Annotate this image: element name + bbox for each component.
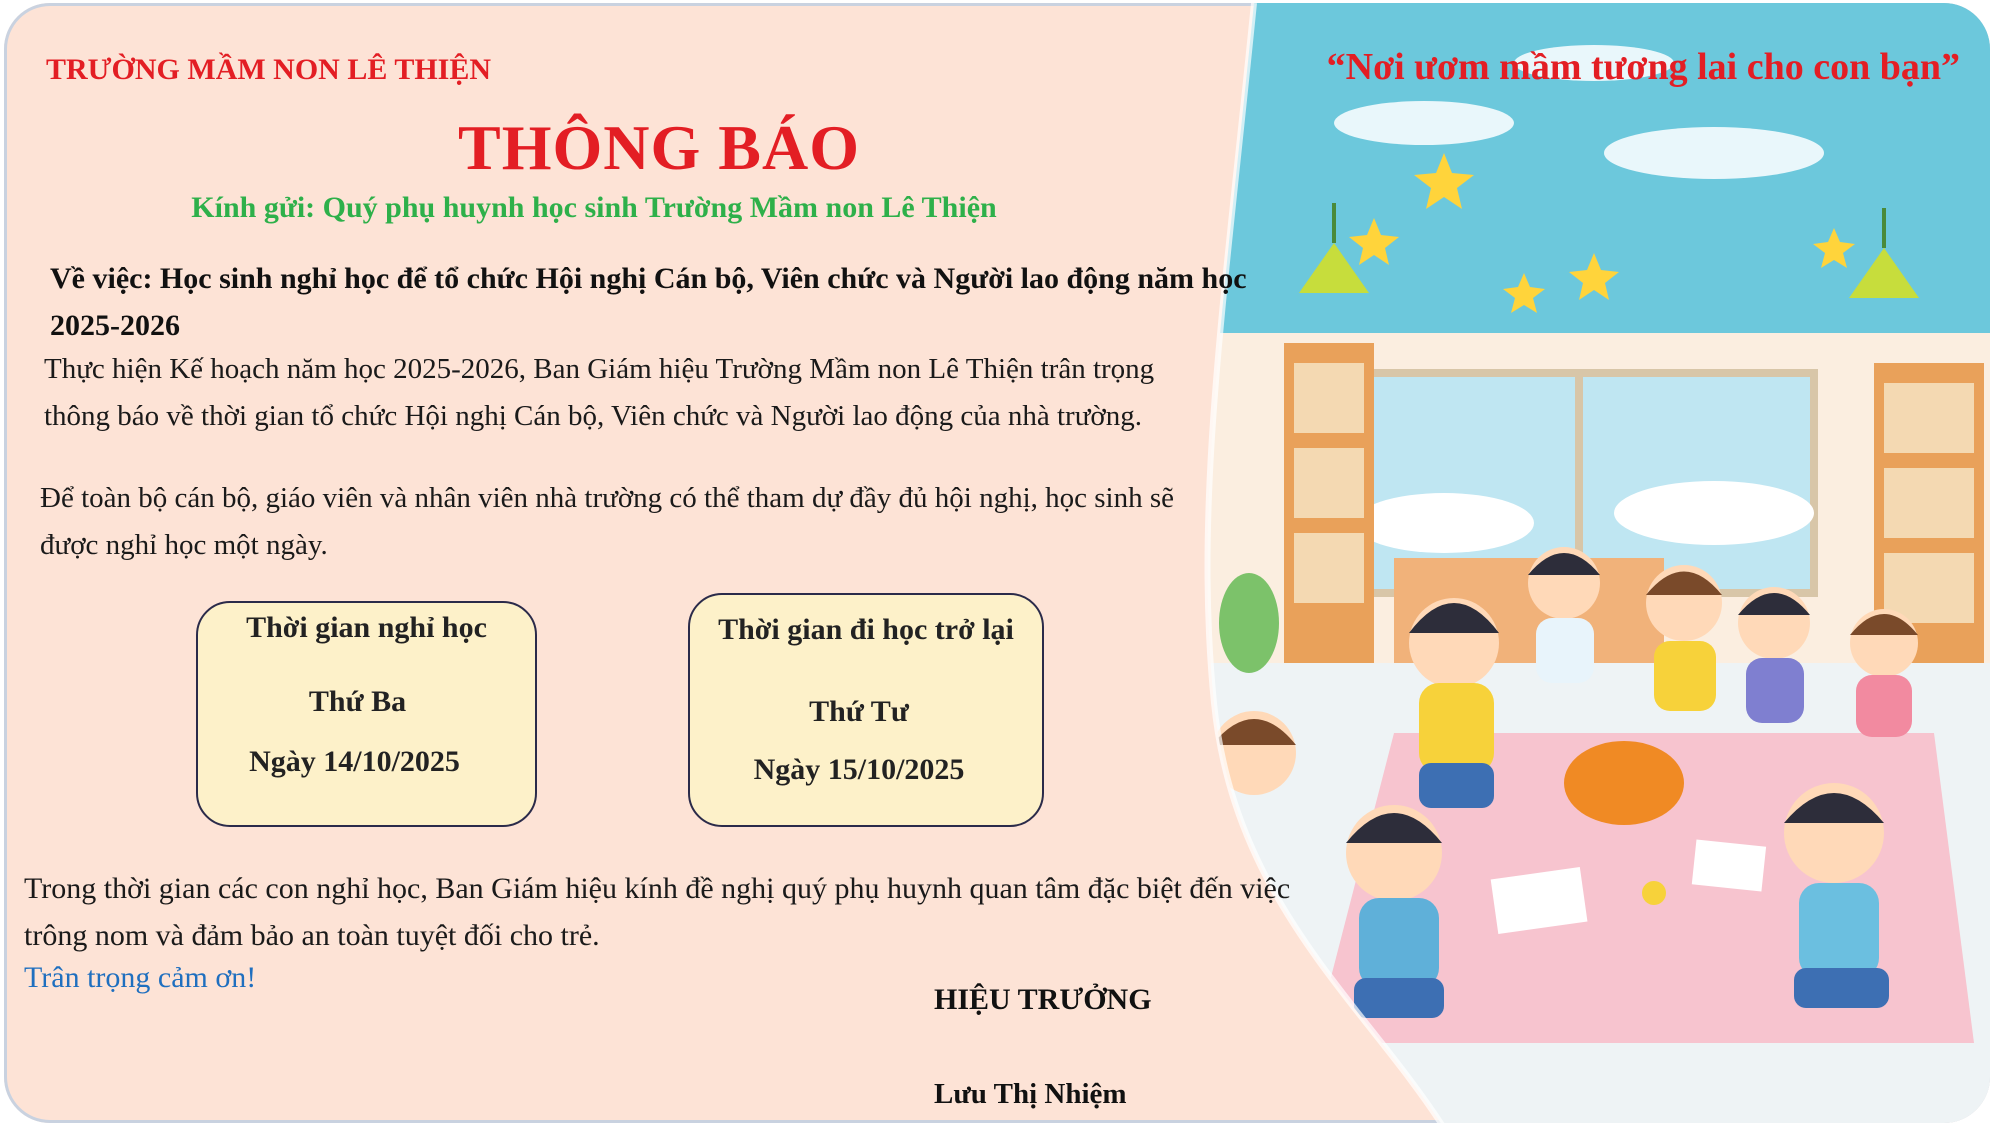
off-time-weekday: Thứ Ba bbox=[308, 685, 407, 718]
paragraph-reason: Để toàn bộ cán bộ, giáo viên và nhân viên nhà trường có thể tham dự đầy đủ hội nghị, học sinh sẽ được nghỉ học một ngày. bbox=[40, 482, 1175, 561]
notice-title: THÔNG BÁO bbox=[458, 112, 860, 183]
return-time-heading: Thời gian đi học trở lại bbox=[718, 613, 1014, 646]
slogan: “Nơi ươm mầm tương lai cho con bạn” bbox=[1326, 46, 1960, 88]
thanks-line: Trân trọng cảm ơn! bbox=[24, 961, 257, 994]
off-time-box bbox=[196, 601, 537, 827]
principal-name: Lưu Thị Nhiệm bbox=[934, 1078, 1127, 1110]
off-time-date: Ngày 14/10/2025 bbox=[249, 745, 460, 778]
return-time-date: Ngày 15/10/2025 bbox=[753, 753, 965, 786]
notice-card bbox=[4, 3, 1990, 1123]
off-time-heading: Thời gian nghỉ học bbox=[246, 611, 487, 644]
principal-title: HIỆU TRƯỞNG bbox=[934, 983, 1152, 1016]
closing-paragraph: Trong thời gian các con nghỉ học, Ban Giám hiệu kính đề nghị quý phụ huynh quan tâm đặc biệt đến việc trông nom và đảm bảo an toàn tuyệt đối cho trẻ. bbox=[24, 872, 1291, 952]
return-time-weekday: Thứ Tư bbox=[809, 695, 909, 728]
subject-line: Về việc: Học sinh nghỉ học để tổ chức Hội nghị Cán bộ, Viên chức và Người lao động năm học 2025-2026 bbox=[50, 262, 1247, 342]
school-name: TRƯỜNG MẦM NON LÊ THIỆN bbox=[46, 53, 492, 86]
return-time-box bbox=[688, 593, 1044, 827]
greeting-line: Kính gửi: Quý phụ huynh học sinh Trường Mầm non Lê Thiện bbox=[191, 191, 997, 224]
paragraph-intro: Thực hiện Kế hoạch năm học 2025-2026, Ban Giám hiệu Trường Mầm non Lê Thiện trân trọng thông báo về thời gian tổ chức Hội nghị Cán bộ, Viên chức và Người lao động của nhà trường. bbox=[44, 353, 1155, 432]
